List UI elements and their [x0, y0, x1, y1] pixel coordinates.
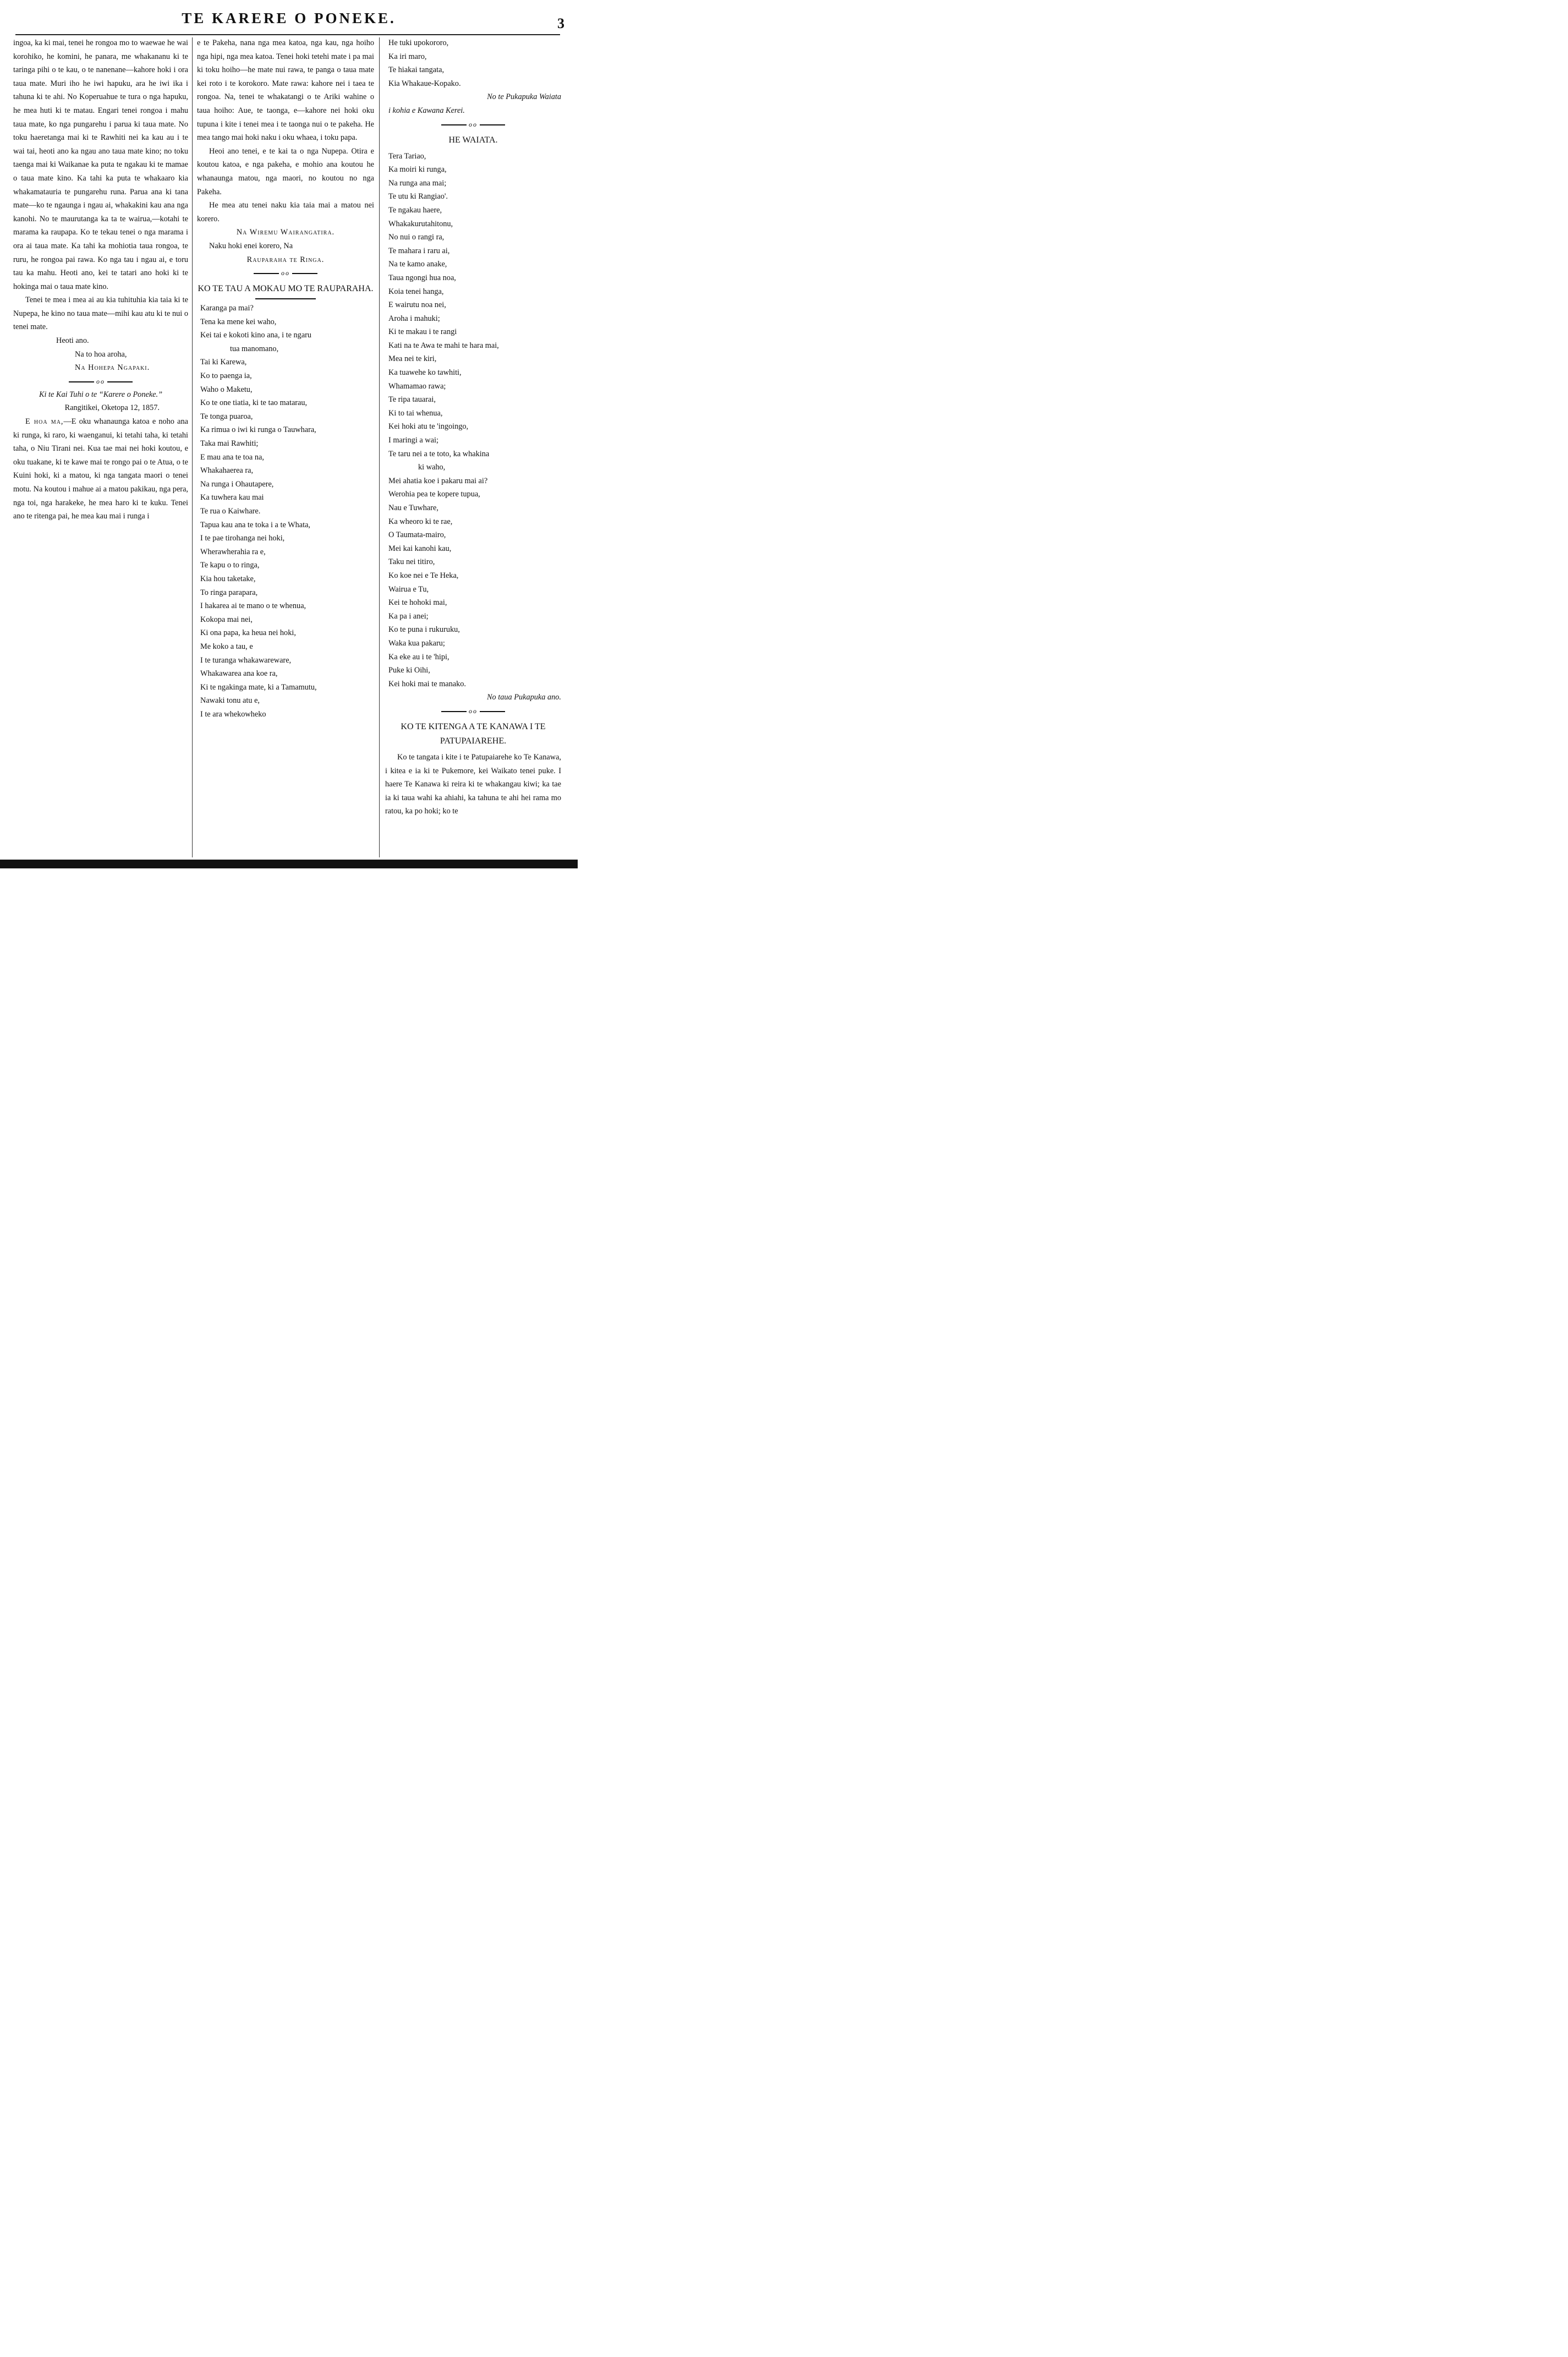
- verse-line: I maringi a wai;: [388, 436, 438, 445]
- verse-line: Mei ahatia koe i pakaru mai ai?: [388, 476, 488, 485]
- letter-body: —E oku whanaunga katoa e noho ana ki runga, ki raro, ki waenganui, ki tetahi taha, ki tetahi taha, o Niu Tirani nei. Kua tae mai nei hoki koutou, e oku tuakane, ki te kawe mai te rongo pai o te Atua, o te Kuini hoki, ki a matou, ki nga tangata maori o tenei motu. Na koutou i mahue ai a matou pakikau, nga pera, nga toi, nga harakeke, he mea haro ki te kuku. Tenei ano te ritenga pai, he mea kau mai i runga i: [13, 417, 188, 521]
- verse-line: Koia tenei hanga,: [388, 287, 444, 296]
- section-separator: oo: [385, 118, 561, 131]
- verse-line: He tuki upokororo,: [388, 39, 449, 47]
- verse-line: tua manomano,: [230, 344, 279, 353]
- verse-line: Whakahaerea ra,: [200, 466, 254, 475]
- verse-line: No nui o rangi ra,: [388, 233, 445, 242]
- section-separator: oo: [13, 375, 188, 388]
- poem-attribution: No taua Pukapuka ano.: [486, 693, 561, 702]
- verse-line: Ka pa i anei;: [388, 611, 429, 621]
- verse-line: Te ripa tauarai,: [388, 395, 436, 404]
- article-heading: KO TE KITENGA A TE KANAWA I TE PATUPAIAREHE.: [401, 721, 546, 746]
- verse-line: Taku nei titiro,: [388, 557, 435, 567]
- verse-line: Tera Tariao,: [388, 151, 426, 161]
- verse-line: I te ara whekowheko: [200, 709, 266, 719]
- dateline: Rangitikei, Oketopa 12, 1857.: [64, 403, 160, 413]
- verse-line: Wherawherahia ra e,: [200, 547, 266, 556]
- column-2: [197, 36, 374, 721]
- page-bottom-edge: [0, 860, 578, 868]
- verse-line: Puke ki Oihi,: [388, 666, 430, 675]
- verse-line: Me koko a tau, e: [200, 642, 253, 651]
- verse-line: Nawaki tonu atu e,: [200, 696, 260, 706]
- heading-rule: [255, 298, 316, 299]
- article-paragraph: Ko te tangata i kite i te Patupaiarehe ko Te Kanawa, i kitea e ia ki te Pukemore, kei Waikato tenei puke. I haere Te Kanawa ki reira ki te whakangau kiwi; ka tae ia ki taua wahi ka ahiahi, ka tahuna te ahi hei rama mo ratou, ka po hoki; ko te: [385, 752, 561, 816]
- verse-line: Whamamao rawa;: [388, 381, 446, 391]
- verse-line: Wairua e Tu,: [388, 584, 429, 594]
- verse-line: Kati na te Awa te mahi te hara mai,: [388, 341, 499, 350]
- poem-attribution: i kohia e Kawana Kerei.: [388, 106, 465, 115]
- verse-line: Ka tuawehe ko tawhiti,: [388, 368, 462, 378]
- verse-line: Na te kamo anake,: [388, 260, 447, 269]
- verse-line: Te mahara i raru ai,: [388, 246, 450, 255]
- column-1: [13, 36, 188, 523]
- page-number: 3: [557, 15, 564, 31]
- verse-line: Ka tuwhera kau mai: [200, 493, 264, 502]
- signature-name: Na Hohepa Ngapaki.: [75, 363, 150, 373]
- verse-line: Ka wheoro ki te rae,: [388, 517, 453, 526]
- signature-line: Na to hoa aroha,: [75, 349, 127, 359]
- verse-line: Te utu ki Rangiao'.: [388, 192, 448, 201]
- verse-line: Kei te hohoki mai,: [388, 598, 447, 608]
- column-divider: [379, 37, 380, 857]
- verse-line: Te taru nei a te toto, ka whakina: [388, 449, 490, 458]
- verse-line: Tena ka mene kei waho,: [200, 317, 277, 326]
- verse-line: Waho o Maketu,: [200, 385, 253, 394]
- section-separator: oo: [197, 266, 374, 280]
- verse-line: I te turanga whakawareware,: [200, 655, 292, 665]
- verse-line: Ka moiri ki runga,: [388, 165, 447, 174]
- verse-line: Kei hoki mai te manako.: [388, 679, 466, 688]
- verse-line: Ka rimua o iwi ki runga o Tauwhara,: [200, 425, 316, 435]
- poem-verse: [197, 302, 374, 721]
- verse-line: Ko koe nei e Te Heka,: [388, 571, 459, 580]
- verse-line: Taua ngongi hua noa,: [388, 273, 456, 282]
- poem-verse: [385, 36, 561, 90]
- newspaper-title: TE KARERE O PONEKE.: [182, 10, 396, 26]
- verse-line: Karanga pa mai?: [200, 304, 254, 313]
- verse-line: Te tonga puaroa,: [200, 412, 253, 421]
- verse-line: Na runga i Ohautapere,: [200, 479, 274, 489]
- poem-heading: HE WAIATA.: [448, 135, 498, 145]
- verse-line: O Taumata-mairo,: [388, 531, 446, 540]
- verse-line: Ka eke au i te 'hipi,: [388, 652, 449, 661]
- verse-line: Ko to paenga ia,: [200, 371, 252, 381]
- verse-line: Taka mai Rawhiti;: [200, 439, 259, 449]
- verse-line: Aroha i mahuki;: [388, 314, 440, 323]
- article-paragraph: Heoi ano tenei, e te kai ta o nga Nupepa. Otira e koutou katoa, e nga pakeha, e mohio ana koutou he whanaunga matou, nga maori, no koutou no nga Pakeha.: [197, 146, 374, 196]
- article-paragraph: Tenei te mea i mea ai au kia tuhituhia kia taia ki te Nupepa, he kino no taua mate—mihi kau atu ki te nui o tenei mate.: [13, 296, 188, 332]
- signature-name: Na Wiremu Wairangatira.: [236, 228, 335, 237]
- masthead-rule: [15, 34, 560, 35]
- verse-line: Ka iri maro,: [388, 52, 427, 61]
- column-divider: [192, 37, 193, 857]
- verse-line: Ki te makau i te rangi: [388, 327, 457, 337]
- verse-line: Kia Whakaue-Kopako.: [388, 79, 461, 88]
- verse-line: Kei hoki atu te 'ingoingo,: [388, 422, 469, 431]
- verse-line: Kia hou taketake,: [200, 574, 256, 583]
- verse-line: Kokopa mai nei,: [200, 615, 253, 624]
- verse-line: Werohia pea te kopere tupua,: [388, 490, 480, 499]
- verse-line: Nau e Tuwhare,: [388, 504, 438, 512]
- verse-line: I hakarea ai te mano o te whenua,: [200, 601, 306, 611]
- masthead: [0, 10, 578, 32]
- letter-heading: Ki te Kai Tuhi o te “Karere o Poneke.”: [39, 390, 163, 399]
- verse-line: I te pae tirohanga nei hoki,: [200, 534, 285, 543]
- verse-line: Te ngakau haere,: [388, 205, 442, 215]
- verse-line: Waka kua pakaru;: [388, 638, 445, 648]
- section-separator: oo: [385, 704, 561, 718]
- verse-line: E mau ana te toa na,: [200, 452, 264, 462]
- verse-line: To ringa parapara,: [200, 588, 258, 597]
- poem-verse: [385, 150, 561, 691]
- verse-line: Ko te puna i rukuruku,: [388, 625, 460, 635]
- verse-line: ki waho,: [418, 463, 446, 472]
- article-paragraph: e te Pakeha, nana nga mea katoa, nga kau, nga hoiho nga hipi, nga mea katoa. Tenei hoki tetehi mate i pa mai ki toku hoiho—he mate nui rawa, te panga o taua mate kei roto i te korokoro. Mate rawa: kahore nei i taea te rongoa. Na, tenei te whakatangi o te Ariki wahine o taua hoiho: Aue, te taonga, e—kahore nei hoki oku tupuna i kite i tenei mea i te taonga nui o te pakeha. He mea tango mai hoki naku i oku whaea, i toku papa.: [197, 39, 374, 143]
- verse-line: Tai ki Karewa,: [200, 358, 247, 367]
- poem-heading: KO TE TAU A MOKAU MO TE RAUPARAHA.: [198, 284, 374, 294]
- verse-line: Ki te ngakinga mate, ki a Tamamutu,: [200, 682, 317, 692]
- verse-line: Mei kai kanohi kau,: [388, 544, 452, 553]
- verse-line: Mea nei te kiri,: [388, 354, 437, 364]
- verse-line: Whakakurutahitonu,: [388, 219, 453, 228]
- verse-line: E wairutu noa nei,: [388, 300, 446, 310]
- verse-line: Na runga ana mai;: [388, 178, 447, 188]
- verse-line: Whakawarea ana koe ra,: [200, 669, 278, 679]
- article-paragraph: He mea atu tenei naku kia taia mai a matou nei korero.: [197, 201, 374, 223]
- verse-line: Te kapu o to ringa,: [200, 561, 260, 570]
- verse-line: Ki ona papa, ka heua nei hoki,: [200, 628, 296, 638]
- signature-name: Rauparaha te Ringa.: [246, 255, 325, 264]
- verse-line: Ki to tai whenua,: [388, 408, 443, 418]
- verse-line: Te hiakai tangata,: [388, 65, 445, 75]
- verse-line: Tapua kau ana te toka i a te Whata,: [200, 520, 310, 529]
- verse-line: Ko te one tiatia, ki te tao matarau,: [200, 398, 308, 408]
- verse-line: Kei tai e kokoti kino ana, i te ngaru: [200, 331, 312, 340]
- verse-line: Te rua o Kaiwhare.: [200, 507, 261, 516]
- signature-line: Heoti ano.: [56, 336, 89, 346]
- article-paragraph: ingoa, ka ki mai, tenei he rongoa mo to waewae he wai korohiko, he komini, he panara, me whakananu ki te taringa pihi o te kau, o te nanenane—kahore hoki i ora taua mate. Muri iho he iwi hapuku, ara he iwi ika i tahuna ki te ahi. No Koperuahue te tura o nga hapuku, he mea huti ki te matau. Engari tenei rongoa i mahu taua mate, ko nga pungarehu i parua ki taua mate. No toku haeretanga mai ki te Rawhiti nei ka kau au i te wai tai, heoti ano ka ngau ano taua mate kino; no toku taenga mai ki Waikanae ka puta te ngakau ki te mamae o taua mate kino. Ka tahi ka puta te whakaaro kia whakamatauria te pungarehu runa. Parua ana ki tana mate—ko te ngaunga i ngau ai, whakakini kau ana nga kanohi. No te maurutanga ka ta te wairua,—kotahi te marama ka raupapa. Ko te tekau tenei o nga marama i ora ai taua mate. Ka tahi ka mohiotia taua rongoa, te ruru, he rongoa pai rawa. Ko nga tau i ngau ai, e toru tau ka mahu. Heoti ano, kei te tatari ano hoki ki te hokinga mai o taua mate kino.: [13, 39, 188, 291]
- column-3: [385, 36, 561, 818]
- signature-line: Naku hoki enei korero, Na: [209, 241, 293, 250]
- poem-attribution: No te Pukapuka Waiata: [487, 92, 561, 102]
- salutation: E hoa ma,: [25, 417, 64, 426]
